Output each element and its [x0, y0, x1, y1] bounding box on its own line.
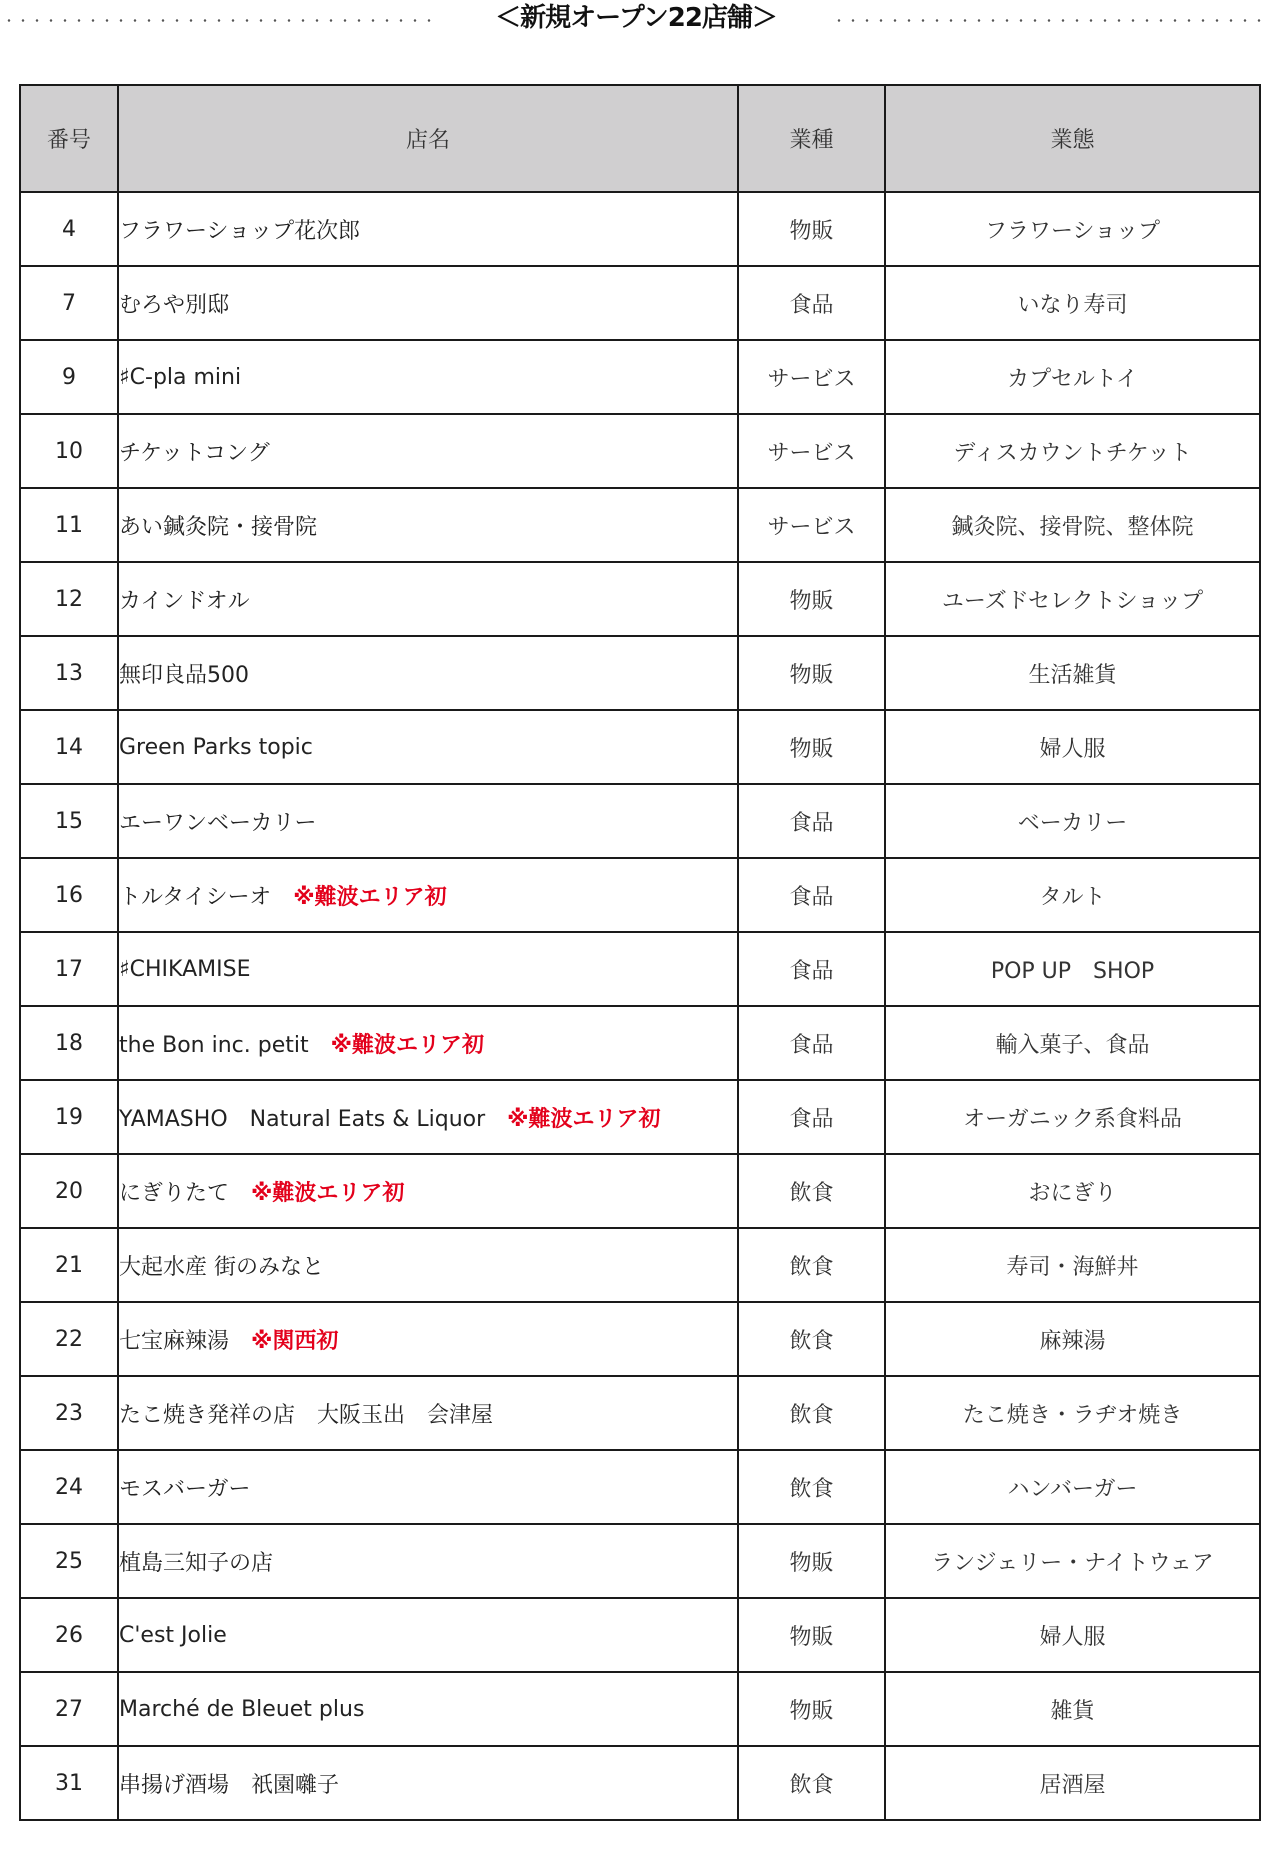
store-name: 植島三知子の店	[119, 1550, 274, 1576]
business-type: 飲食	[738, 1450, 885, 1524]
table-row	[20, 710, 1260, 784]
store-number: 20	[20, 1154, 118, 1228]
store-name: 七宝麻辣湯	[119, 1328, 230, 1354]
first-opening-note: ※難波エリア初	[330, 1032, 484, 1058]
business-type: 飲食	[738, 1376, 885, 1450]
store-name-cell	[118, 488, 738, 562]
table-row	[20, 1450, 1260, 1524]
business-type: サービス	[738, 488, 885, 562]
table-row	[20, 1376, 1260, 1450]
table-row	[20, 932, 1260, 1006]
business-category: 寿司・海鮮丼	[885, 1228, 1260, 1302]
store-name: カインドオル	[119, 588, 250, 614]
table-header-row	[20, 85, 1260, 192]
store-name-cell	[118, 1376, 738, 1450]
store-name: 串揚げ酒場 祇園囃子	[119, 1772, 340, 1798]
business-type: サービス	[738, 340, 885, 414]
business-category: ハンバーガー	[885, 1450, 1260, 1524]
first-opening-note: ※難波エリア初	[251, 1180, 405, 1206]
store-name-cell	[118, 340, 738, 414]
store-name: たこ焼き発祥の店 大阪玉出 会津屋	[119, 1402, 494, 1428]
store-name: エーワンベーカリー	[119, 810, 317, 836]
business-category: ユーズドセレクトショップ	[885, 562, 1260, 636]
table-row	[20, 266, 1260, 340]
business-type: 食品	[738, 266, 885, 340]
business-type: 食品	[738, 784, 885, 858]
header-business-type: 業種	[738, 85, 885, 192]
store-name: 大起水産 街のみなと	[119, 1254, 324, 1280]
table-row	[20, 636, 1260, 710]
store-name-cell	[118, 932, 738, 1006]
business-type: 飲食	[738, 1746, 885, 1820]
business-type: 食品	[738, 858, 885, 932]
store-number: 26	[20, 1598, 118, 1672]
store-name: C'est Jolie	[119, 1622, 227, 1648]
business-category: オーガニック系食料品	[885, 1080, 1260, 1154]
store-name-cell	[118, 562, 738, 636]
business-category: 婦人服	[885, 1598, 1260, 1672]
store-name-cell	[118, 710, 738, 784]
table-row	[20, 1006, 1260, 1080]
business-category: いなり寿司	[885, 266, 1260, 340]
business-category: フラワーショップ	[885, 192, 1260, 266]
store-name-cell	[118, 1154, 738, 1228]
store-name-cell	[118, 1746, 738, 1820]
section-title: ＜新規オープン22店舗＞	[495, 3, 777, 33]
business-type: 飲食	[738, 1228, 885, 1302]
store-number: 16	[20, 858, 118, 932]
table-row	[20, 1746, 1260, 1820]
header-business-category: 業態	[885, 85, 1260, 192]
store-name-cell	[118, 266, 738, 340]
store-number: 7	[20, 266, 118, 340]
table-row	[20, 414, 1260, 488]
store-name-cell	[118, 414, 738, 488]
business-type: 飲食	[738, 1302, 885, 1376]
business-category: ベーカリー	[885, 784, 1260, 858]
store-number: 13	[20, 636, 118, 710]
business-category: タルト	[885, 858, 1260, 932]
store-name: Marché de Bleuet plus	[119, 1696, 365, 1722]
business-type: 物販	[738, 1524, 885, 1598]
store-number: 12	[20, 562, 118, 636]
header-number: 番号	[20, 85, 118, 192]
business-type: 物販	[738, 1672, 885, 1746]
business-category: たこ焼き・ラヂオ焼き	[885, 1376, 1260, 1450]
store-name-cell	[118, 1302, 738, 1376]
store-number: 23	[20, 1376, 118, 1450]
business-category: 生活雑貨	[885, 636, 1260, 710]
store-number: 15	[20, 784, 118, 858]
business-type: 物販	[738, 636, 885, 710]
store-number: 19	[20, 1080, 118, 1154]
store-name-cell	[118, 1598, 738, 1672]
store-name-cell	[118, 784, 738, 858]
store-number: 22	[20, 1302, 118, 1376]
store-number: 24	[20, 1450, 118, 1524]
business-category: ランジェリー・ナイトウェア	[885, 1524, 1260, 1598]
store-name: ♯C-pla mini	[119, 364, 242, 390]
business-type: 物販	[738, 562, 885, 636]
store-name: 無印良品500	[119, 662, 249, 688]
business-category: おにぎり	[885, 1154, 1260, 1228]
store-number: 21	[20, 1228, 118, 1302]
first-opening-note: ※難波エリア初	[507, 1106, 661, 1132]
store-name: チケットコング	[119, 440, 270, 466]
table-row	[20, 1228, 1260, 1302]
business-type: サービス	[738, 414, 885, 488]
table-row	[20, 562, 1260, 636]
store-name: YAMASHO Natural Eats & Liquor	[119, 1106, 486, 1132]
business-category: POP UP SHOP	[885, 932, 1260, 1006]
dotted-divider-left	[2, 19, 438, 22]
business-category: 婦人服	[885, 710, 1260, 784]
business-type: 食品	[738, 932, 885, 1006]
business-category: ディスカウントチケット	[885, 414, 1260, 488]
first-opening-note: ※関西初	[251, 1328, 339, 1354]
business-category: 麻辣湯	[885, 1302, 1260, 1376]
business-type: 食品	[738, 1006, 885, 1080]
business-type: 物販	[738, 1598, 885, 1672]
store-name-cell	[118, 636, 738, 710]
business-category: 居酒屋	[885, 1746, 1260, 1820]
header-store-name: 店名	[118, 85, 738, 192]
store-number: 25	[20, 1524, 118, 1598]
table-row	[20, 488, 1260, 562]
business-type: 飲食	[738, 1154, 885, 1228]
store-name: the Bon inc. petit	[119, 1032, 309, 1058]
store-name-cell	[118, 1672, 738, 1746]
business-category: 輸入菓子、食品	[885, 1006, 1260, 1080]
store-number: 17	[20, 932, 118, 1006]
business-type: 物販	[738, 192, 885, 266]
store-number: 31	[20, 1746, 118, 1820]
table-row	[20, 858, 1260, 932]
business-category: 雑貨	[885, 1672, 1260, 1746]
business-type: 物販	[738, 710, 885, 784]
table-row	[20, 1672, 1260, 1746]
business-category: 鍼灸院、接骨院、整体院	[885, 488, 1260, 562]
table-row	[20, 784, 1260, 858]
store-number: 11	[20, 488, 118, 562]
store-number: 18	[20, 1006, 118, 1080]
first-opening-note: ※難波エリア初	[293, 884, 447, 910]
table-row	[20, 1080, 1260, 1154]
store-name: にぎりたて	[119, 1180, 230, 1206]
table-body	[20, 192, 1260, 1820]
store-number: 10	[20, 414, 118, 488]
table-row	[20, 1598, 1260, 1672]
store-name-cell	[118, 1080, 738, 1154]
store-name-cell	[118, 1228, 738, 1302]
table-row	[20, 1524, 1260, 1598]
store-name: モスバーガー	[119, 1476, 251, 1502]
store-name-cell	[118, 1450, 738, 1524]
store-name: トルタイシーオ	[119, 884, 272, 910]
store-name-cell	[118, 1006, 738, 1080]
store-number: 27	[20, 1672, 118, 1746]
business-category: カプセルトイ	[885, 340, 1260, 414]
table-row	[20, 1154, 1260, 1228]
store-number: 4	[20, 192, 118, 266]
store-name-cell	[118, 1524, 738, 1598]
store-name: ♯CHIKAMISE	[119, 956, 251, 982]
store-name: Green Parks topic	[119, 734, 313, 760]
business-type: 食品	[738, 1080, 885, 1154]
new-stores-table	[19, 84, 1261, 1821]
store-number: 14	[20, 710, 118, 784]
section-heading	[0, 0, 1280, 40]
store-name: あい鍼灸院・接骨院	[119, 514, 318, 540]
store-name-cell	[118, 858, 738, 932]
table-row	[20, 1302, 1260, 1376]
store-name: フラワーショップ花次郎	[119, 218, 361, 244]
table-row	[20, 192, 1260, 266]
store-number: 9	[20, 340, 118, 414]
table-row	[20, 340, 1260, 414]
store-name-cell	[118, 192, 738, 266]
dotted-divider-right	[832, 19, 1268, 22]
store-name: むろや別邸	[119, 292, 230, 318]
